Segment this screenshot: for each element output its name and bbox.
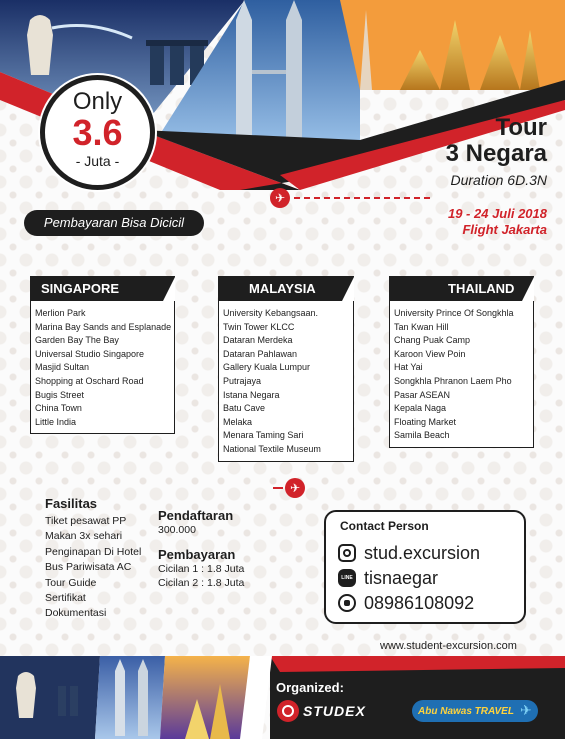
- place-list: [31, 301, 174, 433]
- registration-section: [158, 508, 244, 590]
- list-item: Universal Studio Singapore: [35, 348, 145, 359]
- tour-date-range: 19 - 24 Juli 2018: [447, 206, 547, 221]
- list-item: Tan Kwan Hill: [394, 321, 449, 332]
- route-dash: [273, 487, 283, 489]
- list-item: Cicilan 2 : 1.8 Juta: [158, 577, 245, 589]
- tour-title: [446, 115, 547, 167]
- list-item: Tiket pesawat PP: [45, 515, 127, 527]
- flight-route-middle: [25, 478, 305, 498]
- list-item: Menara Taming Sari: [223, 430, 304, 441]
- list-item: Samila Beach: [394, 430, 450, 441]
- line-icon: LINE: [338, 569, 356, 587]
- installment-pill: Pembayaran Bisa Dicicil: [24, 210, 204, 236]
- contact-line[interactable]: [338, 567, 438, 589]
- contact-whatsapp[interactable]: [338, 592, 474, 614]
- list-item: Dokumentasi: [45, 607, 107, 620]
- whatsapp-icon: [338, 594, 356, 612]
- payment-list: [158, 562, 244, 590]
- line-handle: tisnaegar: [364, 567, 439, 588]
- list-item: Shopping at Oschard Road: [35, 375, 144, 386]
- place-list: [219, 301, 353, 461]
- list-item: University Prince Of Songkhla: [394, 308, 514, 318]
- list-item: Putrajaya: [223, 375, 262, 386]
- price-value: 3.6: [72, 112, 123, 153]
- tour-dates: [448, 206, 547, 238]
- list-item: Melaka: [223, 416, 253, 427]
- facilities-title: Fasilitas: [45, 496, 98, 511]
- organized-label: Organized:: [276, 680, 344, 695]
- studex-mark-icon: [277, 700, 299, 722]
- contact-title: Contact Person: [340, 519, 429, 533]
- airplane-icon: ✈: [285, 478, 305, 498]
- list-item: Little India: [35, 416, 77, 427]
- footer-graphics: [0, 656, 565, 739]
- list-item: Garden Bay The Bay: [35, 335, 119, 346]
- tour-departure: Flight Jakarta: [462, 222, 547, 237]
- list-item: Istana Negara: [223, 389, 280, 400]
- price-unit: - Juta -: [75, 153, 120, 169]
- price-prefix: Only: [72, 88, 123, 115]
- abu-nawas-wordmark: Abu Nawas TRAVEL: [418, 705, 514, 717]
- contact-card: [324, 510, 526, 624]
- list-item: University Kebangsaan.: [223, 308, 319, 318]
- list-item: Gallery Kuala Lumpur: [223, 362, 311, 373]
- list-item: Pasar ASEAN: [394, 389, 451, 400]
- list-item: Bugis Street: [35, 389, 85, 400]
- list-item: Twin Tower KLCC: [223, 321, 295, 332]
- list-item: Bus Pariwisata AC: [45, 561, 132, 574]
- list-item: China Town: [35, 403, 82, 414]
- country-title: MALAYSIA: [219, 277, 353, 301]
- contact-instagram[interactable]: [338, 542, 480, 564]
- list-item: Hat Yai: [394, 362, 423, 373]
- country-title: SINGAPORE: [31, 277, 174, 301]
- country-title: THAILAND: [390, 277, 533, 301]
- list-item: Sertifikat: [45, 592, 86, 605]
- list-item: Makan 3x sehari: [45, 530, 123, 543]
- airplane-icon: ✈: [519, 703, 532, 719]
- place-list: [390, 301, 533, 447]
- list-item: Cicilan 1 : 1.8 Juta: [158, 563, 245, 575]
- list-item: Masjid Sultan: [35, 362, 90, 373]
- list-item: Dataran Pahlawan: [223, 348, 298, 359]
- facilities-list: [45, 514, 141, 622]
- payment-title: Pembayaran: [158, 547, 236, 562]
- instagram-icon: [338, 544, 356, 562]
- list-item: Merlion Park: [35, 308, 86, 318]
- list-item: Chang Puak Camp: [394, 335, 471, 346]
- whatsapp-number: 08986108092: [364, 592, 475, 613]
- route-dash: [294, 197, 430, 199]
- price-badge: [40, 75, 155, 190]
- list-item: Kepala Naga: [394, 403, 447, 414]
- list-item: Dataran Merdeka: [223, 335, 293, 346]
- abu-nawas-logo: [412, 700, 538, 722]
- list-item: Batu Cave: [223, 403, 266, 414]
- studex-wordmark: STUDEX: [303, 703, 366, 719]
- country-box-malaysia: [218, 276, 354, 462]
- facilities-section: [45, 496, 141, 622]
- list-item: Floating Market: [394, 416, 457, 427]
- list-item: National Textile Museum: [223, 443, 321, 454]
- list-item: Tour Guide: [45, 576, 97, 589]
- country-box-thailand: [389, 276, 534, 448]
- list-item: Songkhla Phranon Laem Pho: [394, 375, 512, 386]
- footer-banner: [0, 656, 565, 739]
- studex-logo: [277, 700, 366, 722]
- instagram-handle: stud.excursion: [364, 542, 481, 563]
- tour-title-line1: Tour: [495, 114, 547, 141]
- country-box-singapore: [30, 276, 175, 434]
- list-item: Marina Bay Sands and Esplanade: [35, 321, 172, 332]
- list-item: Karoon View Poin: [394, 348, 466, 359]
- registration-title: Pendaftaran: [158, 508, 234, 523]
- website-link[interactable]: www.student-excursion.com: [380, 640, 517, 652]
- registration-amount: 300.000: [158, 524, 196, 536]
- tour-duration: Duration 6D.3N: [450, 172, 547, 188]
- flight-route-top: [270, 188, 430, 208]
- airplane-icon: ✈: [270, 188, 290, 208]
- list-item: Penginapan Di Hotel: [45, 545, 142, 558]
- tour-title-line2: 3 Negara: [445, 140, 547, 167]
